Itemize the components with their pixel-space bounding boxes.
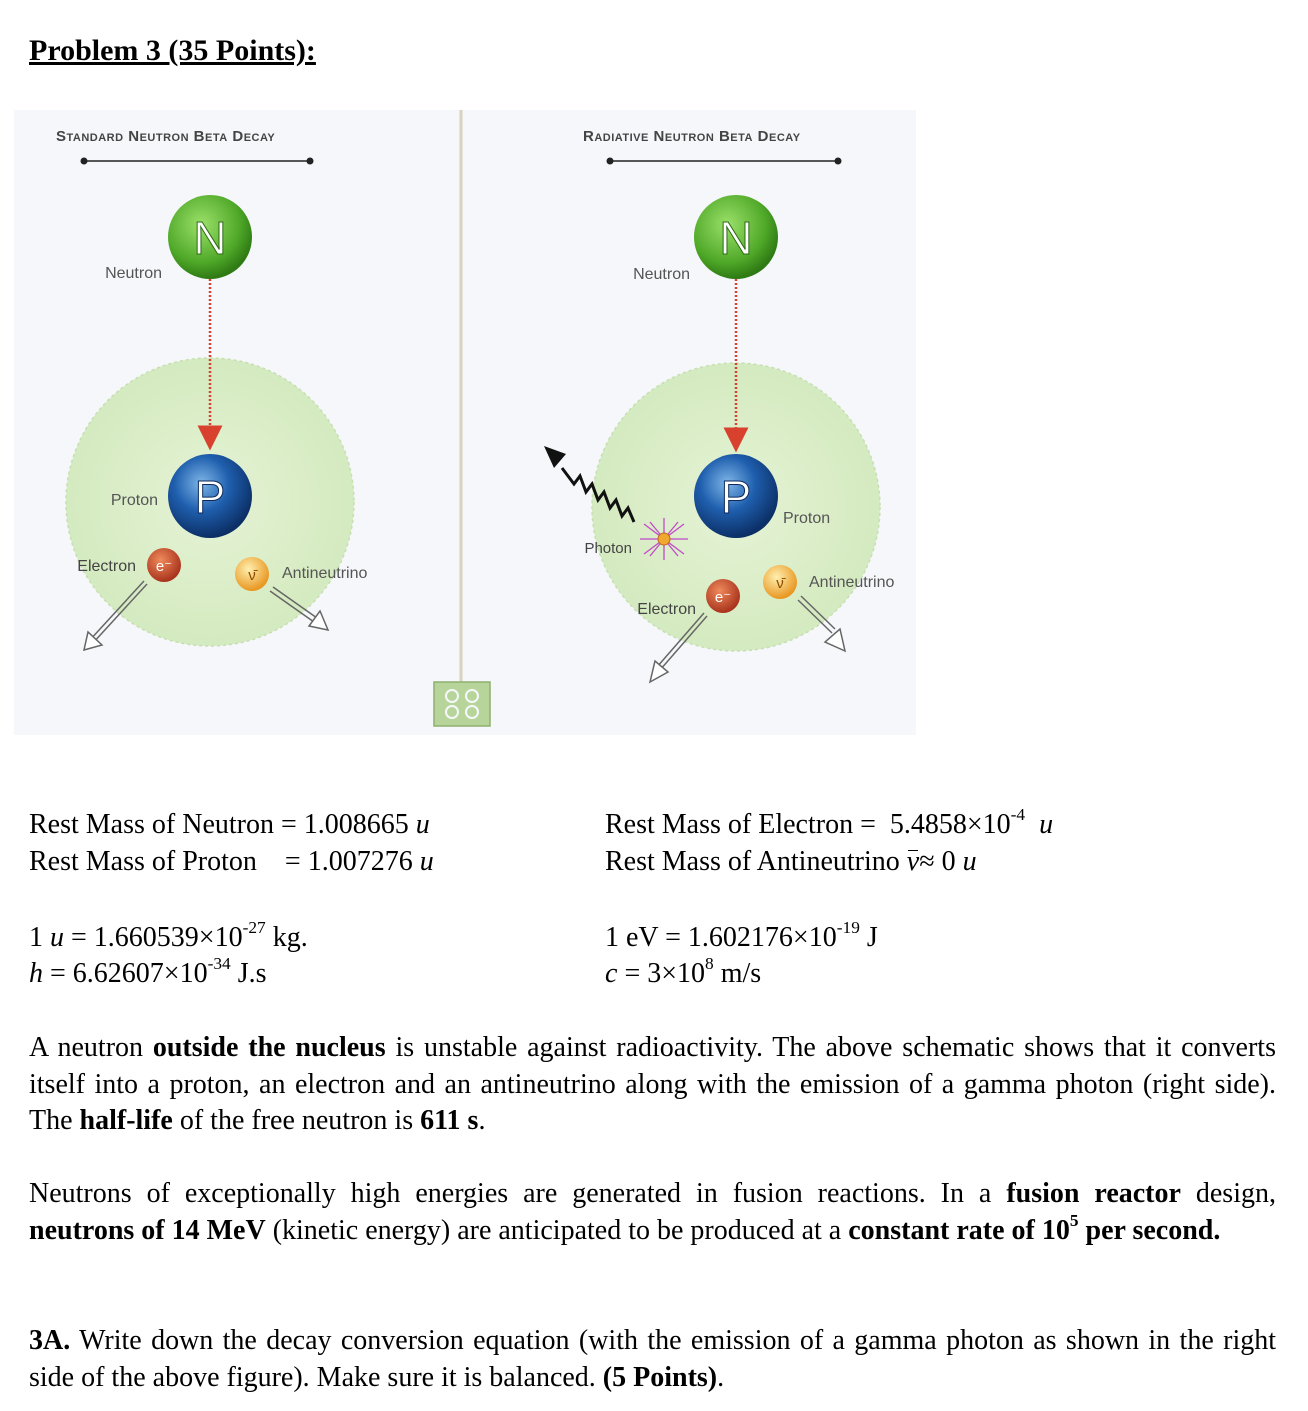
- left-neutron-label: Neutron: [105, 265, 162, 282]
- right-antineutrino-label: Antineutrino: [809, 574, 895, 591]
- right-neutron-label: Neutron: [633, 266, 690, 283]
- right-electron-label: Electron: [637, 601, 696, 618]
- divider-ornament-icon: [434, 682, 490, 726]
- left-antineutrino-label: Antineutrino: [282, 565, 368, 582]
- antineutrino-mass-line: Rest Mass of Antineutrino ν≈ 0 u: [605, 844, 977, 880]
- svg-text:P: P: [720, 471, 752, 523]
- fusion-paragraph: Neutrons of exceptionally high energies are generated in fusion reactions. In a fusion reactor design, neutrons of 14 MeV (kinetic energy) are anticipated to be produced at a constant rate of $10^5$ per second.: [29, 1178, 1276, 1246]
- photon-label: Photon: [584, 540, 632, 557]
- proton-mass-line: Rest Mass of Proton = 1.007276 u: [29, 846, 434, 877]
- electron-volt-line: 1 eV = $1.602176\times 10^{-19}$ J: [605, 918, 878, 953]
- svg-text:N: N: [193, 212, 227, 264]
- svg-text:e⁻: e⁻: [714, 589, 732, 606]
- problem-title: Problem 3 (35 Points):: [29, 34, 316, 67]
- left-proton-label: Proton: [110, 492, 158, 509]
- svg-text:e⁻: e⁻: [155, 558, 173, 575]
- left-panel-title: Standard Neutron Beta Decay: [56, 128, 276, 145]
- intro-paragraph: A neutron outside the nucleus is unstable against radioactivity. The above schematic shows that it converts itself into a proton, an electron and an antineutrino along with the emission of a gamma photon (right side). The half-life of the free neutron is 611 s.: [29, 1032, 1276, 1136]
- svg-text:ν̄: ν̄: [248, 567, 256, 584]
- question-3a-paragraph: 3A. Write down the decay conversion equation (with the emission of a gamma photon as shown in the right side of the above figure). Make sure it is balanced. (5 Points).: [29, 1325, 1276, 1393]
- left-electron-label: Electron: [77, 558, 136, 575]
- svg-text:P: P: [194, 471, 226, 523]
- electron-mass-line: Rest Mass of Electron = $5.4858\times 10^{-4}$ u: [605, 805, 1054, 840]
- svg-text:ν̄: ν̄: [776, 575, 784, 592]
- beta-decay-figure: [14, 110, 916, 735]
- speed-of-light-line: $c = 3\times 10^8$ m/s: [605, 954, 762, 989]
- atomic-mass-unit-line: 1 $u = 1.660539\times 10^{-27}$ kg.: [29, 918, 308, 953]
- right-proton-label: Proton: [783, 510, 831, 527]
- planck-constant-line: $h = 6.62607\times 10^{-34}$ J.s: [29, 954, 267, 989]
- right-panel-title: Radiative Neutron Beta Decay: [583, 128, 801, 145]
- neutron-mass-line: Rest Mass of Neutron = 1.008665 u: [29, 809, 430, 840]
- svg-text:N: N: [719, 212, 753, 264]
